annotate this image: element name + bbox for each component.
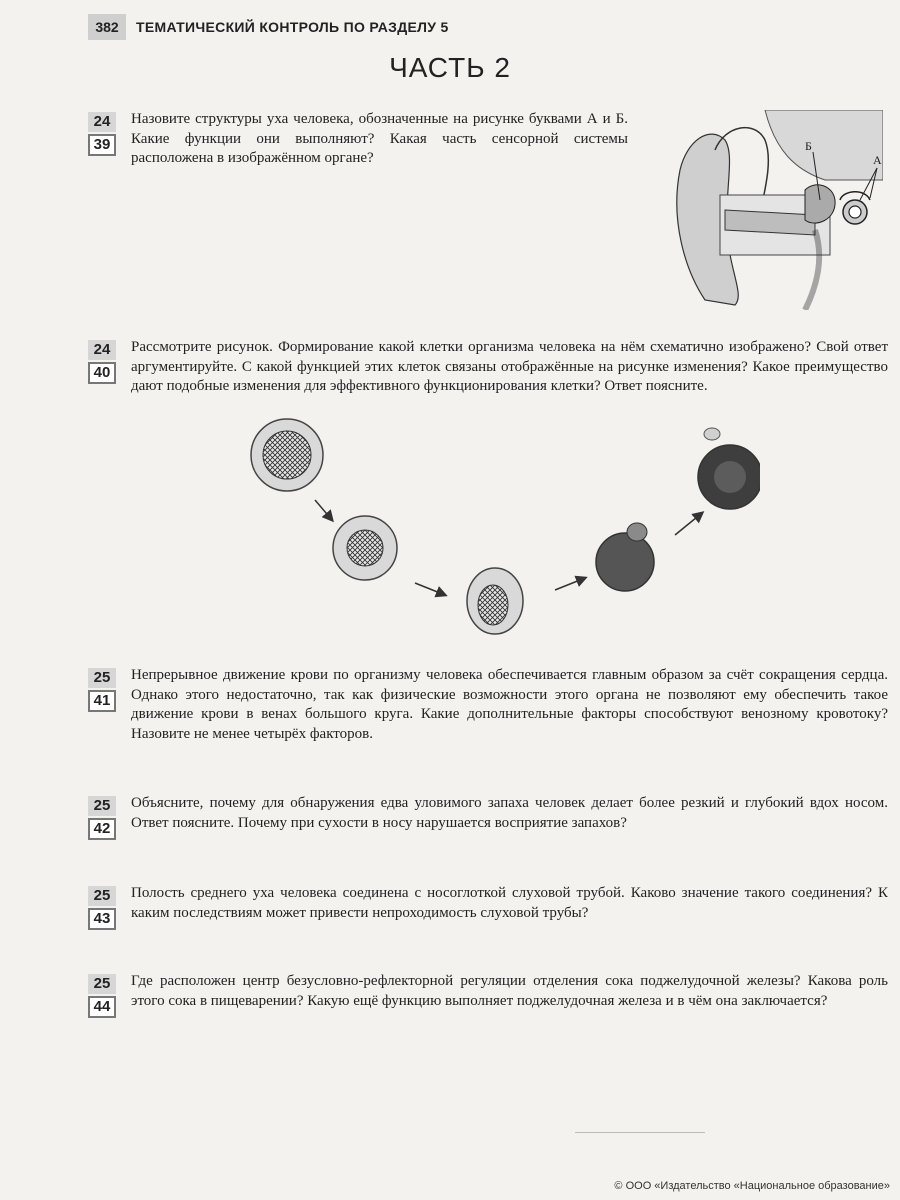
task-text: Объясните, почему для обнаружения едва уловимого запаха человек делает более резкий и глубокий вдох носом. Ответ поясните. Почему при сухости в носу нарушается восприятие запахов? bbox=[131, 795, 888, 831]
task-badge bbox=[88, 340, 116, 384]
task-text: Рассмотрите рисунок. Формирование какой клетки организма человека на нём схематично изображено? Свой ответ аргументируйте. С какой функцией этих клеток связаны отображённые на рисунке изменения? Какое преимущество дают подобные изменения для эффективного функционирования клетки? Ответ поясните. bbox=[131, 339, 888, 394]
task-number: 39 bbox=[88, 134, 116, 156]
section-title: ЧАСТЬ 2 bbox=[389, 52, 511, 83]
task-text: Непрерывное движение крови по организму человека обеспечивается главным образом за счёт сокращения сердца. Однако этого недостаточно, так как физические возможности этого органа не позволяют ему обеспечить такое движение крови в венах большого круга. Какие дополнительные факторы способствуют венозному кровотоку? Назовите не менее четырёх факторов. bbox=[131, 667, 888, 742]
task-number: 42 bbox=[88, 818, 116, 840]
task-badge bbox=[88, 974, 116, 1018]
page-number: 382 bbox=[88, 14, 126, 40]
task-number: 40 bbox=[88, 362, 116, 384]
label-b: Б bbox=[805, 139, 812, 153]
task-number: 41 bbox=[88, 690, 116, 712]
ear-anatomy-figure bbox=[665, 110, 883, 310]
task-level: 24 bbox=[88, 340, 116, 360]
task-level: 25 bbox=[88, 886, 116, 906]
arrow-icon bbox=[555, 578, 585, 590]
task-number: 43 bbox=[88, 908, 116, 930]
footer-copyright: © ООО «Издательство «Национальное образование» bbox=[614, 1180, 890, 1192]
task-level: 25 bbox=[88, 974, 116, 994]
task-badge bbox=[88, 796, 116, 840]
header-title: ТЕМАТИЧЕСКИЙ КОНТРОЛЬ ПО РАЗДЕЛУ 5 bbox=[136, 19, 449, 35]
task-badge bbox=[88, 668, 116, 712]
page-header bbox=[88, 14, 449, 40]
task-level: 25 bbox=[88, 796, 116, 816]
erythrocyte-formation-figure bbox=[240, 415, 760, 645]
task-level: 24 bbox=[88, 112, 116, 132]
task-badge bbox=[88, 112, 116, 156]
label-a: А bbox=[873, 153, 882, 167]
divider bbox=[575, 1132, 705, 1133]
cell-stage-4 bbox=[596, 533, 654, 591]
arrow-icon bbox=[675, 513, 702, 535]
task-number: 44 bbox=[88, 996, 116, 1018]
task-text: Полость среднего уха человека соединена с носоглоткой слуховой трубой. Каково значение такого соединения? К каким последствиям может привести непроходимость слуховой трубы? bbox=[131, 885, 888, 921]
task-text: Назовите структуры уха человека, обозначенные на рисунке буквами А и Б. Какие функции они выполняют? Какая часть сенсорной системы расположена в изображённом органе? bbox=[131, 111, 628, 166]
arrow-icon bbox=[415, 583, 445, 595]
task-level: 25 bbox=[88, 668, 116, 688]
task-text: Где расположен центр безусловно-рефлекторной регуляции отделения сока поджелудочной железы? Какова роль этого сока в пищеварении? Какую ещё функцию выполняет поджелудочная железа и в чём она заключается? bbox=[131, 973, 888, 1009]
task-badge bbox=[88, 886, 116, 930]
arrow-icon bbox=[315, 500, 332, 520]
